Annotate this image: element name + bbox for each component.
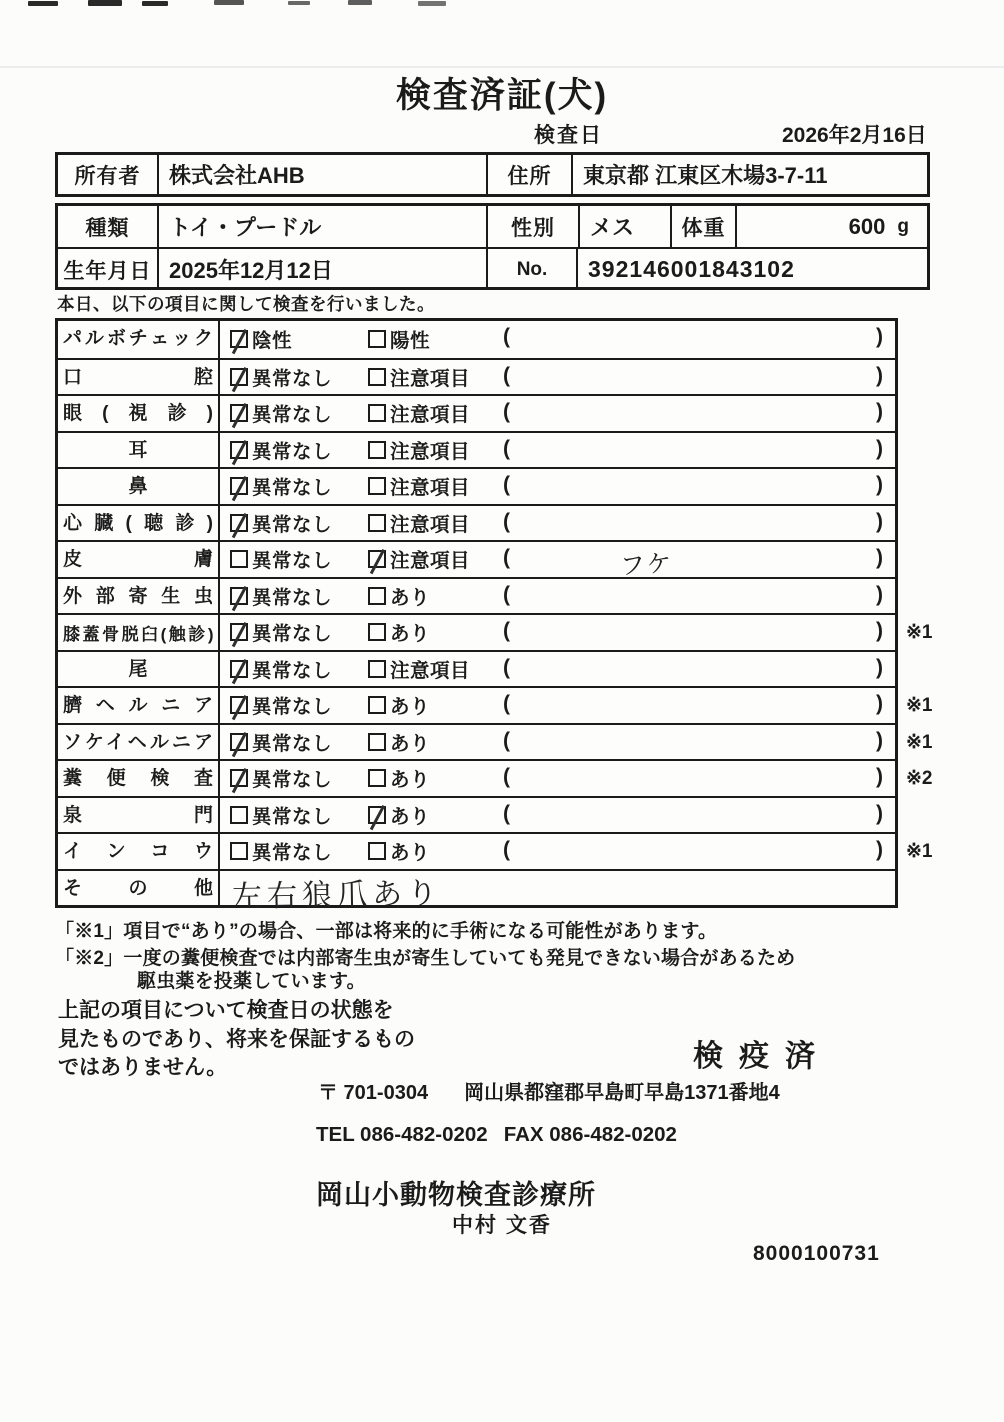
option-label: 異常なし — [252, 623, 333, 646]
checklist-row-body — [222, 725, 895, 760]
checkbox-option — [368, 469, 470, 504]
disclaimer-text — [58, 997, 415, 1083]
checkbox-unchecked — [368, 660, 386, 678]
checklist-row-body — [222, 542, 895, 581]
checklist-row-body — [222, 688, 895, 723]
checkbox-checked — [230, 696, 248, 714]
checkbox-unchecked — [368, 587, 386, 605]
paren-open: ( — [503, 692, 510, 715]
checkbox-unchecked — [368, 769, 386, 787]
clinic-fax: FAX 086-482-0202 — [503, 1123, 677, 1146]
paren-close: ) — [876, 765, 883, 788]
footnote-2-line1: 「※2」一度の糞便検査では内部寄生虫が寄生していても発見できない場合があるため — [55, 948, 796, 969]
checkbox-unchecked — [368, 368, 386, 386]
checklist-row-label: 心臓(聴診) — [58, 506, 220, 541]
option-label: あり — [390, 623, 431, 646]
checkbox-checked — [230, 733, 248, 751]
clinic-name: 岡山小動物検査診療所 — [316, 1180, 596, 1210]
exam-date-value: 2026年2月16日 — [782, 124, 927, 147]
option-label: 異常なし — [252, 659, 333, 682]
quarantine-stamp-text: 検疫済 — [693, 1040, 831, 1073]
checkbox-unchecked — [368, 477, 386, 495]
checklist-row-label: その他 — [58, 871, 220, 906]
checkbox-option — [230, 798, 332, 833]
paren-close: ) — [876, 436, 883, 460]
checkbox-checked — [230, 330, 248, 348]
paren-close: ) — [876, 838, 883, 861]
checkbox-option — [368, 433, 470, 468]
checklist-row — [58, 613, 933, 650]
no-value: 392146001843102 — [588, 256, 795, 282]
option-label: 異常なし — [252, 696, 333, 719]
option-label: 異常なし — [252, 513, 333, 536]
paren-close: ) — [876, 655, 883, 679]
checklist-row-label: ソケイヘルニア — [58, 725, 220, 760]
exam-date-label: 検査日 — [534, 124, 603, 147]
checklist-row-label: 口腔 — [58, 360, 220, 395]
checkbox-checked — [230, 769, 248, 787]
paren-open: ( — [503, 765, 510, 788]
option-label: あり — [390, 586, 431, 609]
option-label: あり — [390, 732, 431, 755]
checklist-row-body — [222, 761, 895, 796]
scan-artifact — [88, 0, 122, 6]
option-label: あり — [390, 805, 431, 828]
page-title: 検査済証(犬) — [395, 76, 609, 115]
checklist-row — [58, 869, 895, 914]
checkbox-option — [230, 433, 332, 468]
checkbox-unchecked — [368, 330, 386, 348]
checkbox-option — [230, 688, 332, 723]
checklist-row-label: 糞便検査 — [58, 761, 220, 796]
checkbox-option — [230, 652, 332, 687]
document-code: 8000100731 — [753, 1242, 880, 1265]
veterinarian-name: 中村 文香 — [452, 1214, 552, 1237]
option-label: 注意項目 — [390, 404, 471, 427]
handwritten-note: 左右狼爪あり — [231, 876, 443, 914]
checkbox-option — [230, 834, 332, 869]
checkbox-unchecked — [368, 441, 386, 459]
checkbox-checked — [230, 660, 248, 678]
paren-close: ) — [876, 363, 883, 387]
checkbox-checked — [230, 477, 248, 495]
clinic-tel-line — [316, 1123, 677, 1147]
paren-close: ) — [876, 582, 883, 606]
paren-open: ( — [503, 582, 510, 606]
option-label: 異常なし — [252, 367, 333, 390]
breed-value: トイ・プードル — [159, 206, 488, 247]
owner-value: 株式会社AHB — [159, 155, 488, 194]
option-label: 注意項目 — [390, 477, 471, 500]
checklist-row-body — [222, 506, 895, 541]
option-label: あり — [390, 696, 431, 719]
scan-artifact — [348, 0, 372, 5]
paren-close: ) — [876, 728, 883, 752]
checklist-row-label: 臍ヘルニア — [58, 688, 220, 723]
checkbox-option — [230, 321, 292, 358]
checklist-row-body — [222, 396, 895, 431]
checklist-row-label: 耳 — [58, 433, 220, 468]
checklist-row-label: インコウ — [58, 834, 220, 869]
disclaimer-line: 見たものであり、将来を保証するもの — [58, 1027, 415, 1051]
no-label: No. — [488, 249, 578, 290]
option-label: 注意項目 — [390, 440, 471, 463]
clinic-postal-line — [318, 1076, 780, 1105]
checkbox-unchecked — [230, 842, 248, 860]
checklist-row-label: 泉門 — [58, 798, 220, 833]
checkbox-checked — [368, 806, 386, 824]
paren-open: ( — [503, 473, 510, 496]
footnote-mark: ※2 — [906, 768, 933, 789]
paren-open: ( — [503, 436, 510, 460]
checklist-row-label: パルボチェック — [58, 321, 220, 358]
footnote-2-line2: 駆虫薬を投薬しています。 — [137, 971, 366, 992]
checkbox-option — [368, 725, 430, 760]
checklist-row-body — [222, 433, 895, 468]
checklist-row — [58, 467, 895, 504]
checkbox-option — [230, 579, 332, 614]
checklist-row-label: 外部寄生虫 — [58, 579, 220, 614]
option-label: あり — [390, 769, 431, 792]
paren-close: ) — [876, 400, 883, 423]
checkbox-option — [368, 652, 470, 687]
owner-label: 所有者 — [58, 155, 159, 194]
checklist-row — [58, 504, 895, 541]
option-label: あり — [390, 842, 431, 865]
checkbox-checked — [230, 587, 248, 605]
footnote-1: 「※1」項目で“あり”の場合、一部は将来的に手術になる可能性があります。 — [55, 921, 718, 942]
checkbox-option — [368, 542, 470, 577]
checkbox-checked — [230, 368, 248, 386]
scan-artifact — [214, 0, 244, 5]
option-label: 異常なし — [252, 842, 333, 865]
option-label: 異常なし — [252, 769, 333, 792]
checklist-row-label: 眼(視診) — [58, 396, 220, 431]
footnote-mark: ※1 — [906, 731, 933, 753]
checklist-row — [58, 650, 895, 687]
option-label: 注意項目 — [390, 367, 471, 390]
checklist-row-label: 鼻 — [58, 469, 220, 504]
checkbox-unchecked — [368, 696, 386, 714]
weight-unit: g — [897, 215, 909, 237]
owner-table — [55, 152, 930, 197]
checklist-row-body — [222, 321, 895, 358]
checklist-row — [58, 358, 895, 395]
checkbox-option — [230, 396, 332, 431]
checklist-row — [58, 759, 933, 796]
checkbox-option — [368, 615, 430, 650]
paren-open: ( — [503, 619, 510, 642]
breed-label: 種類 — [58, 206, 159, 247]
address-value: 東京都 江東区木場3-7-11 — [583, 163, 828, 188]
footnote-mark: ※1 — [906, 841, 933, 862]
checklist-row-body — [222, 615, 895, 650]
checkbox-unchecked — [368, 404, 386, 422]
paren-close: ) — [876, 546, 883, 569]
paren-close: ) — [876, 801, 883, 825]
option-label: 注意項目 — [390, 659, 471, 682]
dob-label: 生年月日 — [58, 249, 159, 290]
paren-open: ( — [503, 728, 510, 752]
checkbox-option — [230, 360, 332, 395]
checkbox-checked — [368, 550, 386, 568]
checklist-row — [58, 796, 895, 833]
checklist-row-body — [222, 469, 895, 504]
checkbox-option — [368, 761, 430, 796]
checkbox-checked — [230, 404, 248, 422]
checkbox-unchecked — [368, 733, 386, 751]
clinic-address: 岡山県都窪郡早島町早島1371番地4 — [464, 1082, 780, 1104]
checkbox-checked — [230, 441, 248, 459]
checkbox-option — [368, 688, 430, 723]
clinic-tel: TEL 086-482-0202 — [316, 1123, 488, 1146]
checklist-row-body — [222, 652, 895, 687]
sex-label: 性別 — [488, 206, 580, 247]
checklist-row — [58, 832, 933, 869]
paren-close: ) — [876, 692, 883, 715]
paren-open: ( — [503, 363, 510, 387]
checkbox-unchecked — [230, 550, 248, 568]
option-label: 異常なし — [252, 550, 333, 573]
paren-close: ) — [876, 619, 883, 642]
checkbox-unchecked — [230, 806, 248, 824]
checklist-row-body — [222, 834, 895, 869]
sex-value: メス — [580, 206, 672, 247]
option-label: 陽性 — [390, 330, 431, 353]
option-label: 異常なし — [252, 805, 333, 828]
checkbox-option — [368, 396, 470, 431]
checklist-row-body — [222, 579, 895, 614]
pet-info-table — [55, 203, 930, 290]
scan-artifact — [28, 1, 58, 6]
footnote-mark: ※1 — [906, 622, 933, 643]
checklist-row — [58, 577, 895, 614]
checkbox-option — [230, 506, 332, 541]
checkbox-checked — [230, 623, 248, 641]
checkbox-option — [368, 834, 430, 869]
checkbox-option — [368, 506, 470, 541]
weight-value-cell — [737, 206, 927, 247]
checklist-row — [58, 723, 933, 760]
paren-open: ( — [503, 801, 510, 825]
checklist-row-label: 膝蓋骨脱臼(触診) — [58, 615, 220, 650]
scan-artifact — [142, 1, 168, 6]
option-label: 陰性 — [252, 330, 293, 353]
checklist-row — [58, 431, 895, 468]
paren-open: ( — [503, 655, 510, 679]
paren-open: ( — [503, 400, 510, 423]
checkbox-unchecked — [368, 623, 386, 641]
paren-close: ) — [876, 473, 883, 496]
address-label: 住所 — [488, 155, 573, 194]
paren-open: ( — [503, 546, 510, 569]
paren-close: ) — [876, 509, 883, 533]
weight-label: 体重 — [672, 206, 737, 247]
checklist-table — [55, 318, 933, 914]
checklist-row-label: 尾 — [58, 652, 220, 687]
handwritten-note: フケ — [619, 549, 675, 581]
checkbox-option — [230, 725, 332, 760]
checklist-row — [58, 321, 895, 358]
checkbox-unchecked — [368, 842, 386, 860]
option-label: 異常なし — [252, 586, 333, 609]
checkbox-option — [230, 761, 332, 796]
checklist-row-body — [222, 798, 895, 833]
option-label: 異常なし — [252, 440, 333, 463]
checklist-row — [58, 540, 895, 581]
option-label: 異常なし — [252, 732, 333, 755]
option-label: 注意項目 — [390, 513, 471, 536]
checkbox-option — [230, 469, 332, 504]
clinic-postal-code: 〒 701-0304 — [318, 1082, 429, 1104]
intro-text: 本日、以下の項目に関して検査を行いました。 — [57, 294, 435, 314]
weight-value: 600 — [848, 213, 886, 239]
option-label: 異常なし — [252, 404, 333, 427]
checklist-row-body — [222, 871, 895, 914]
scan-artifact — [288, 1, 310, 5]
checklist-row — [58, 394, 895, 431]
paren-open: ( — [503, 509, 510, 533]
option-label: 注意項目 — [390, 550, 471, 573]
checkbox-option — [368, 798, 430, 833]
paren-close: ) — [876, 325, 883, 348]
scan-artifact — [418, 1, 446, 6]
checkbox-option — [368, 579, 430, 614]
option-label: 異常なし — [252, 477, 333, 500]
paren-open: ( — [503, 838, 510, 861]
footnote-mark: ※1 — [906, 695, 933, 716]
checklist-row — [58, 686, 933, 723]
checkbox-checked — [230, 514, 248, 532]
checkbox-option — [230, 542, 332, 577]
disclaimer-line: 上記の項目について検査日の状態を — [58, 999, 394, 1022]
checkbox-option — [230, 615, 332, 650]
disclaimer-line: ではありません。 — [58, 1056, 228, 1079]
checklist-row-label: 皮膚 — [58, 542, 220, 577]
paren-open: ( — [503, 325, 510, 348]
checkbox-option — [368, 360, 470, 395]
checkbox-unchecked — [368, 514, 386, 532]
dob-value: 2025年12月12日 — [159, 249, 488, 290]
checkbox-option — [368, 321, 430, 358]
checklist-row-body — [222, 360, 895, 395]
